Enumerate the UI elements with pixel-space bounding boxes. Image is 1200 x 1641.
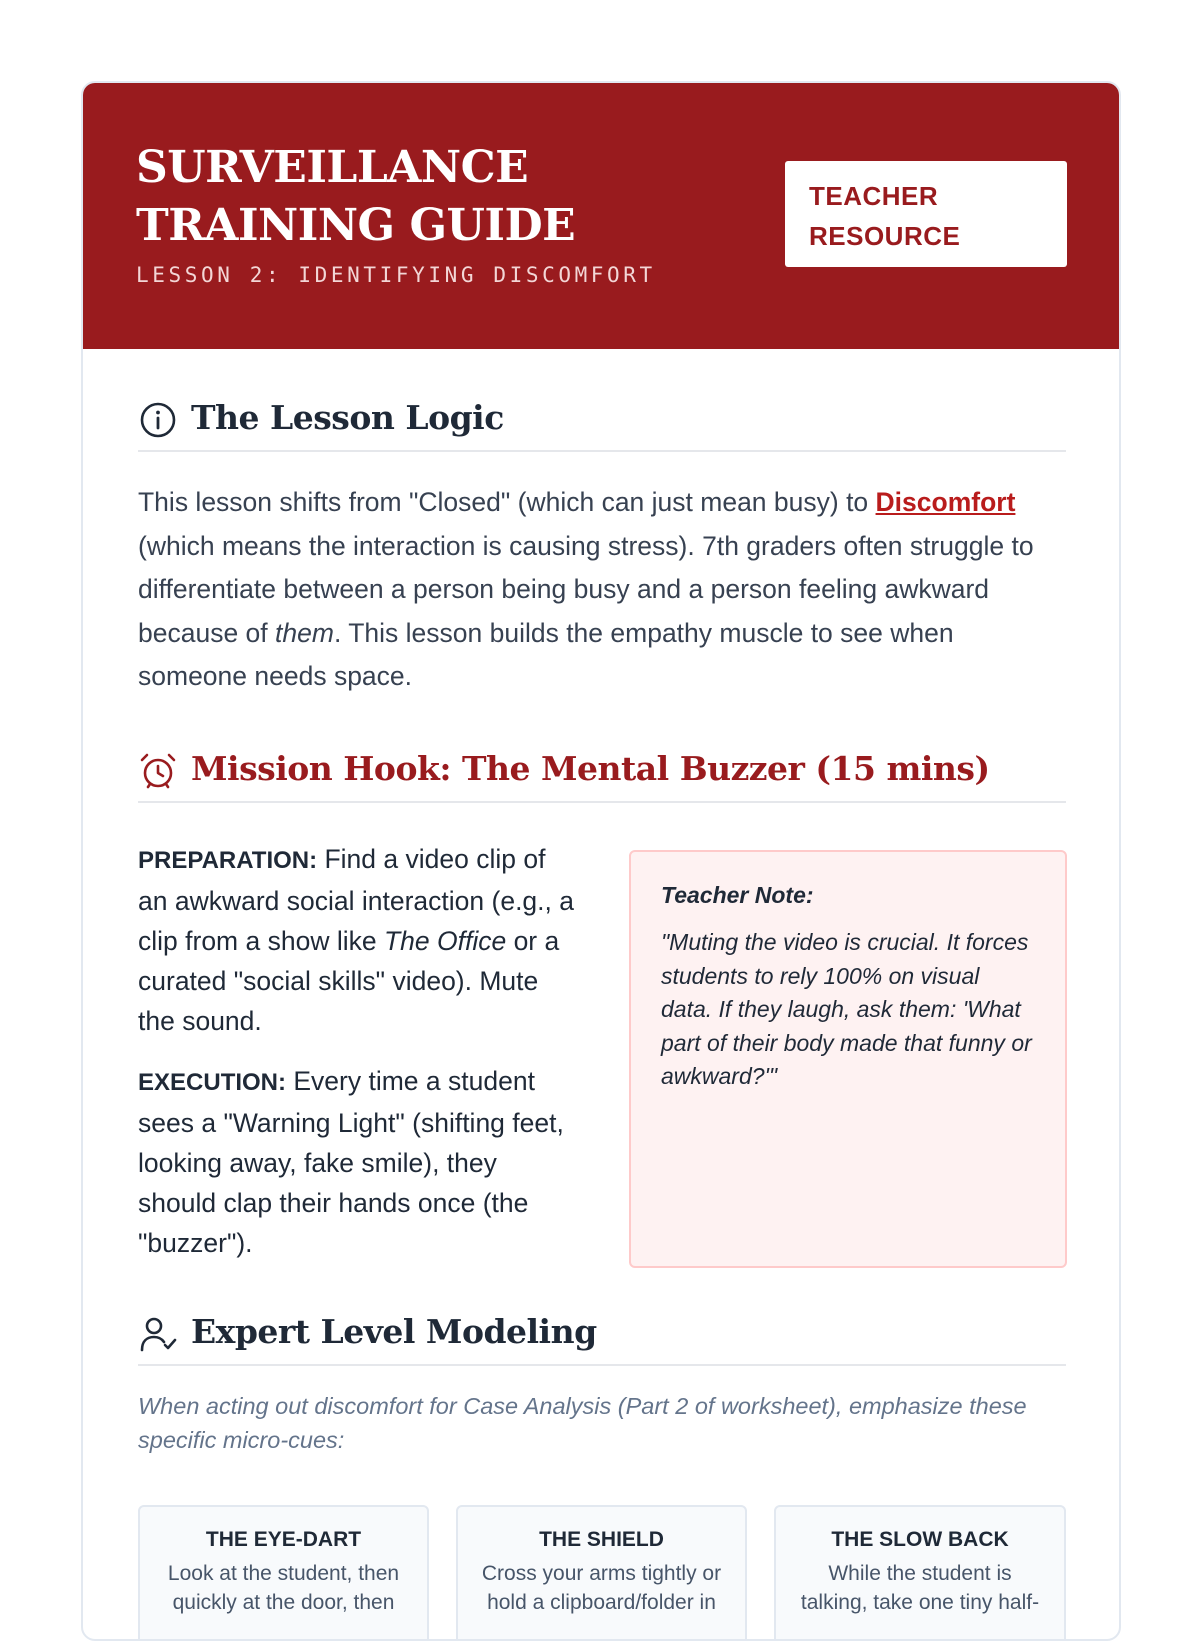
cue-title: THE SLOW BACK [831,1528,1009,1551]
teacher-note-body: "Muting the video is crucial. It forces students to rely 100% on visual data. If they laugh, ask them: 'What part of their body made that funny or awkward?'" [661,929,1032,1089]
execution-text: Every time a student sees a "Warning Light" (shifting feet, looking away, fake smile), they should clap their hands once (the "buzzer"). [138,1066,564,1258]
hook-instructions [138,839,578,1283]
preparation-label: PREPARATION: [138,847,318,874]
lesson-logic-paragraph [138,481,1066,699]
logic-emphasis: them [275,617,334,648]
guide-title: SURVEILLANCE TRAINING GUIDE [136,142,576,251]
preparation-paragraph [138,839,578,1041]
execution-paragraph [138,1061,578,1263]
alarm-clock-icon [138,751,178,791]
preparation-text: Find a video clip of an awkward social interaction (e.g., a clip from a show like [138,844,574,956]
cue-description: Look at the student, then quickly at the door, then [167,1562,400,1614]
mission-hook-title: Mission Hook: The Mental Buzzer (15 mins) [191,749,990,788]
guide-card [81,81,1121,1641]
modeling-intro: When acting out discomfort for Case Analysis (Part 2 of worksheet), emphasize these specific micro-cues: [138,1393,1027,1453]
cue-card-slow-back [774,1505,1066,1641]
modeling-title: Expert Level Modeling [191,1312,597,1351]
show-title: The Office [383,926,507,956]
lesson-subtitle: LESSON 2: IDENTIFYING DISCOMFORT [136,263,656,287]
teacher-note-title: Teacher Note: [661,882,814,908]
guide-header [83,83,1119,349]
info-icon [138,400,178,440]
teacher-note [629,850,1067,1268]
logic-text-3: . This lesson builds the empathy muscle to see when someone needs space. [138,617,954,691]
cue-title: THE EYE-DART [205,1528,362,1551]
modeling-heading [138,1306,1066,1366]
cue-description: Cross your arms tightly or hold a clipboard/folder in [481,1562,722,1614]
logic-text-1: This lesson shifts from "Closed" (which can just mean busy) to [138,487,876,517]
cue-card-shield [456,1505,747,1641]
lesson-logic-heading [138,392,1066,452]
teacher-resource-badge: TEACHER RESOURCE [785,161,1067,267]
mission-hook-heading [138,743,1066,803]
execution-label: EXECUTION: [138,1069,287,1096]
lesson-logic-title: The Lesson Logic [191,398,504,437]
preparation-text-end: or a curated "social skills" video). Mute the sound. [138,926,560,1036]
logic-text-2: (which means the interaction is causing stress). 7th graders often struggle to differentiate between a person being busy and a person feeling awkward because of [138,530,1034,648]
user-check-icon [138,1314,178,1354]
cue-card-eye-dart [138,1505,429,1641]
discomfort-keyword: Discomfort [875,487,1016,517]
cue-description: While the student is talking, take one tiny half- [800,1562,1040,1614]
cue-title: THE SHIELD [539,1528,664,1551]
